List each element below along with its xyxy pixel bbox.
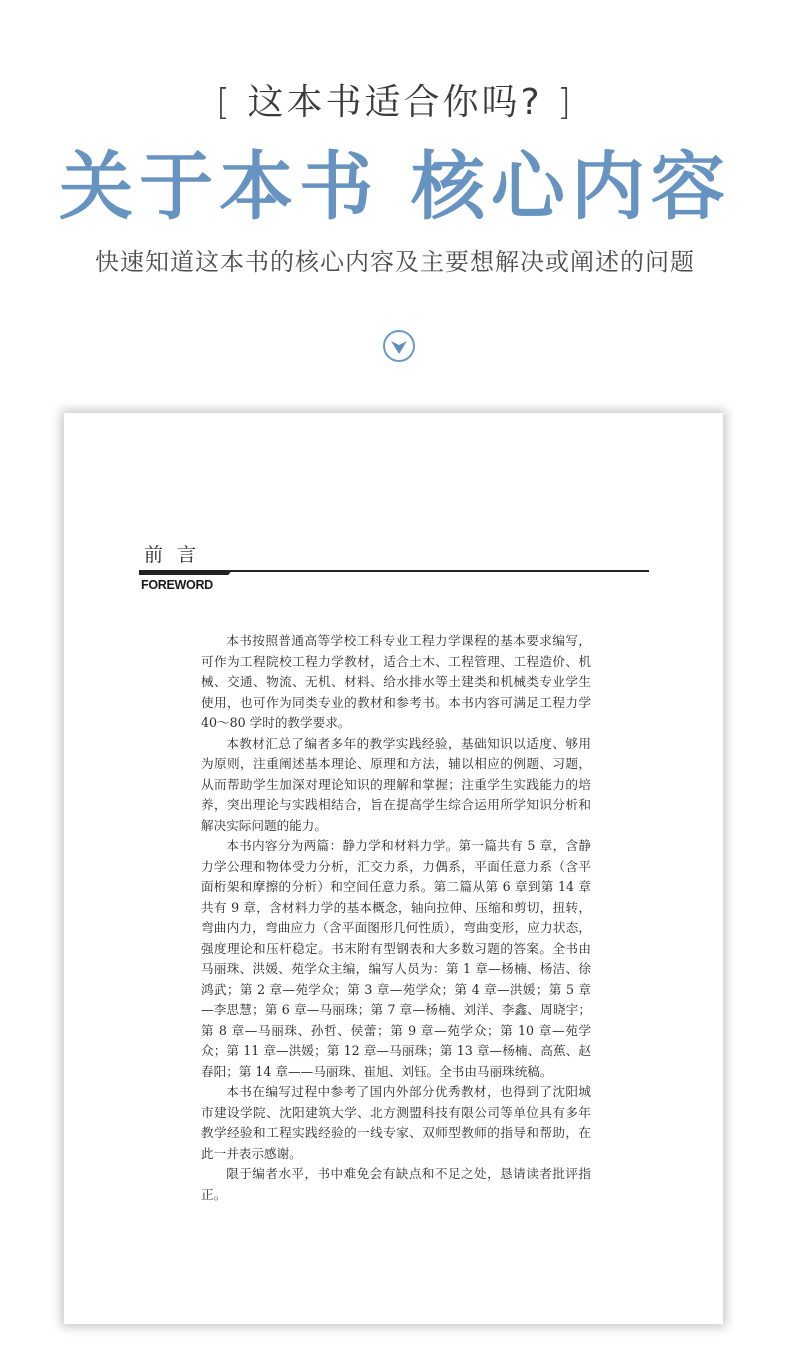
paragraph: 本教材汇总了编者多年的教学实践经验，基础知识以适度、够用为原则，注重阐述基本理论、原理和方法，辅以相应的例题、习题，从而帮助学生加深对理论知识的理解和掌握；注重学生实践能力的培养，突出理论与实践相结合，旨在提高学生综合运用所学知识分析和解决实际问题的能力。 [201, 735, 591, 833]
paragraph: 限于编者水平，书中难免会有缺点和不足之处，恳请读者批评指正。 [201, 1166, 591, 1202]
chevron-down-icon [390, 338, 408, 356]
paragraph: 本书在编写过程中参考了国内外部分优秀教材，也得到了沈阳城市建设学院、沈阳建筑大学、北方测盟科技有限公司等单位具有多年教学经验和工程实践经验的一线专家、双师型教师的指导和帮助，在此一并表示感谢。 [201, 1084, 591, 1161]
foreword-body [201, 631, 591, 1205]
heading-accent-bar [139, 570, 232, 575]
book-page-preview [64, 413, 723, 1324]
hero-title: 关于本书 核心内容 [59, 144, 731, 230]
foreword-heading: 前言 [144, 544, 211, 566]
bracket-left: [ [215, 82, 233, 123]
hero-subtitle: 快速知道这本书的核心内容及主要想解决或阐述的问题 [95, 248, 695, 276]
scroll-down-button[interactable] [383, 330, 415, 362]
paragraph: 本书按照普通高等学校工科专业工程力学课程的基本要求编写，可作为工程院校工程力学教材，适合土木、工程管理、工程造价、机械、交通、物流、无机、材料、给水排水等土建类和机械类专业学生使用，也可作为同类专业的教材和参考书。本书内容可满足工程力学 40～80 学时的教学要求。 [201, 633, 591, 730]
eyebrow-text: 这本书适合你吗? [247, 82, 543, 123]
section-eyebrow [0, 78, 790, 128]
foreword-heading-en: FOREWORD [141, 578, 213, 592]
paragraph: 本书内容分为两篇：静力学和材料力学。第一篇共有 5 章，含静力学公理和物体受力分析，汇交力系，力偶系，平面任意力系（含平面桁架和摩擦的分析）和空间任意力系。第二篇从第 6 章到第 14 章共有 9 章，含材料力学的基本概念，轴向拉伸、压缩和剪切，扭转，弯曲内力，弯曲应力（含平面图形几何性质），弯曲变形，应力状态，强度理论和压杆稳定。书末附有型钢表和大多数习题的答案。全书由马丽珠、洪媛、苑学众主编，编写人员为：第 1 章—杨楠、杨洁、徐鸿武；第 2 章—苑学众；第 3 章—苑学众；第 4 章—洪媛；第 5 章—李思慧；第 6 章—马丽珠；第 7 章—杨楠、刘洋、李鑫、周晓宇；第 8 章—马丽珠、孙哲、侯蕾；第 9 章—苑学众；第 10 章—苑学众；第 11 章—洪媛；第 12 章—马丽珠；第 13 章—杨楠、高蕉、赵春阳；第 14 章——马丽珠、崔旭、刘钰。全书由马丽珠统稿。 [201, 838, 591, 1079]
bracket-right: ] [557, 82, 575, 123]
